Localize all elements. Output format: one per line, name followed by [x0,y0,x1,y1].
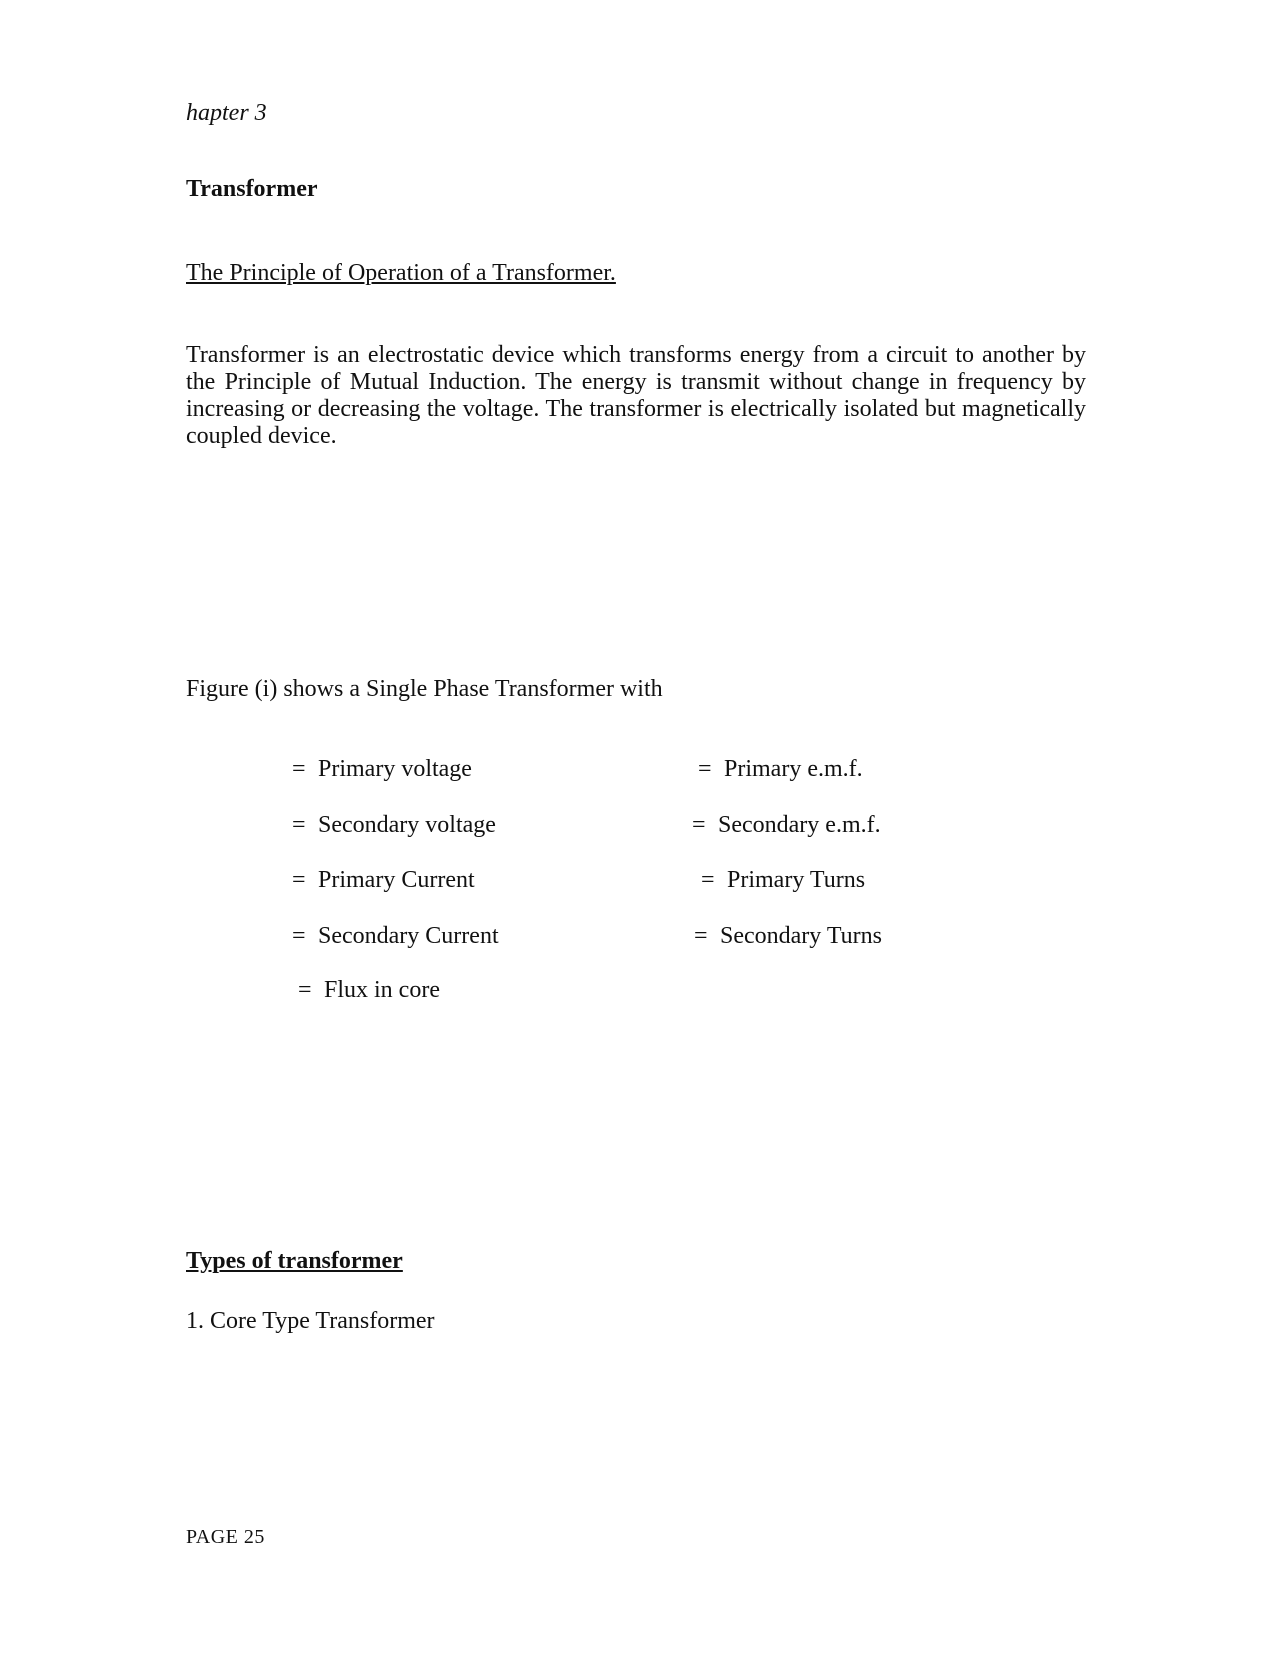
definition-text: Secondary Current [318,923,499,949]
definition-text: Flux in core [324,977,440,1003]
definition-right-1 [698,756,863,783]
definition-text: Primary Turns [727,867,866,893]
chapter-label: hapter 3 [186,100,267,126]
page-number: PAGE 25 [186,1526,265,1548]
types-heading: Types of transformer [186,1248,403,1274]
definition-text: Secondary Turns [720,923,883,949]
types-list-item: 1. Core Type Transformer [186,1308,435,1334]
body-paragraph: Transformer is an electrostatic device which transforms energy from a circuit to another by the Principle of Mutual Induction. The energy is transmit without change in frequency by increasing or decreasing the voltage. The transformer is electrically isolated but magnetically coupled device. [186,342,1086,449]
definition-text: Primary voltage [318,756,472,782]
definition-left-5 [298,977,440,1004]
equals-sign: = [701,867,715,893]
document-title: Transformer [186,176,318,202]
equals-sign: = [698,756,712,782]
equals-sign: = [292,923,306,949]
definition-left-4 [292,923,499,950]
equals-sign: = [292,812,306,838]
definition-left-2 [292,812,496,839]
equals-sign: = [292,867,306,893]
definition-right-2 [692,812,881,839]
definition-left-1 [292,756,472,783]
definition-right-3 [701,867,865,894]
equals-sign: = [298,977,312,1003]
equals-sign: = [292,756,306,782]
definition-left-3 [292,867,475,894]
equals-sign: = [692,812,706,838]
definition-text: Secondary voltage [318,812,496,838]
definition-text: Primary Current [318,867,475,893]
definition-text: Primary e.m.f. [724,756,863,782]
equals-sign: = [694,923,708,949]
definition-right-4 [694,923,882,950]
figure-intro: Figure (i) shows a Single Phase Transformer with [186,676,663,702]
section-heading: The Principle of Operation of a Transformer. [186,260,616,286]
definition-text: Secondary e.m.f. [718,812,881,838]
